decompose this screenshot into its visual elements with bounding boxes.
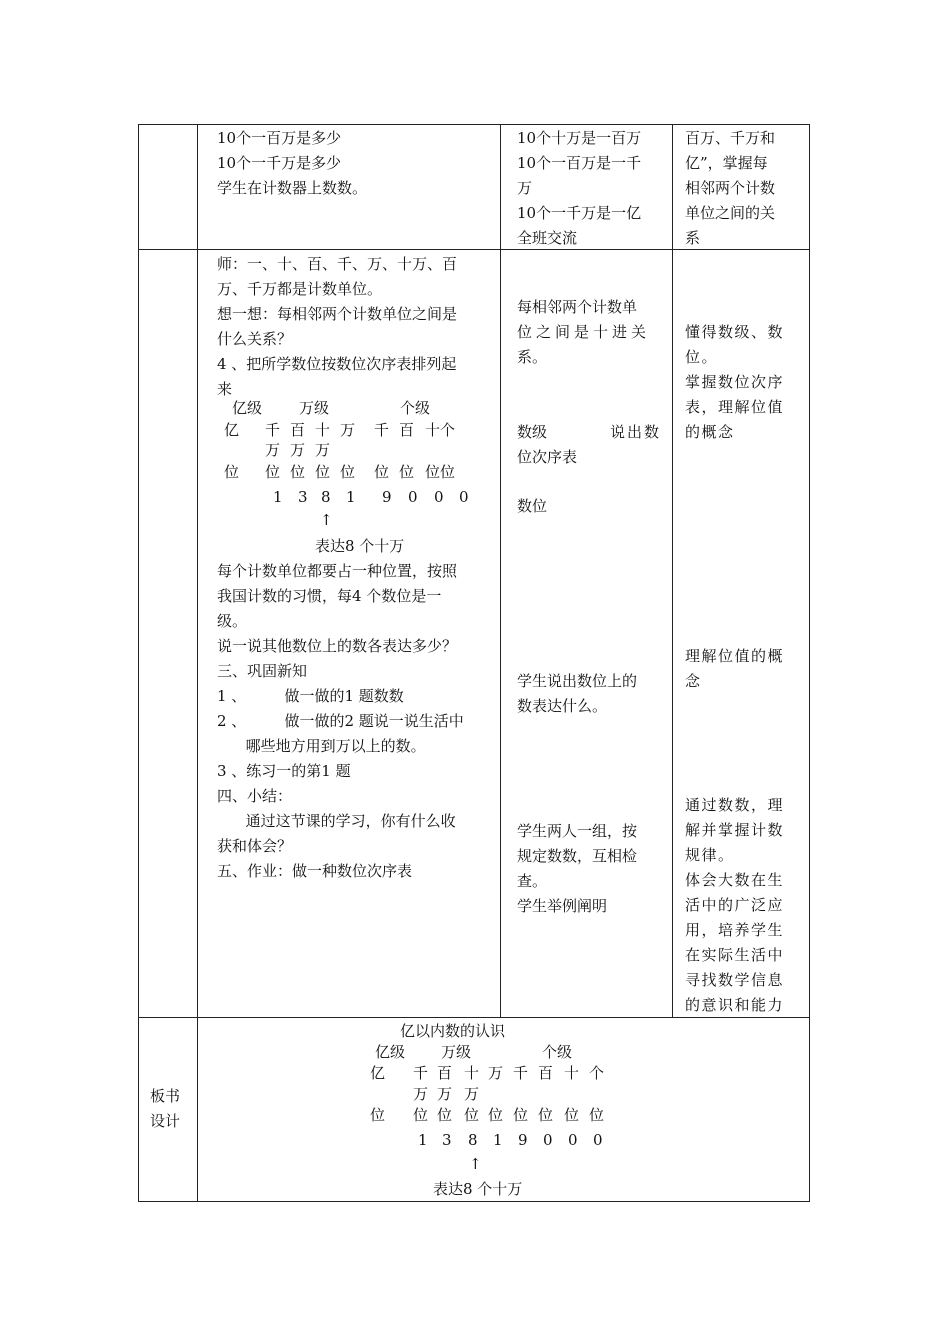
unit-label: 千 bbox=[513, 1064, 529, 1082]
column-divider bbox=[197, 124, 198, 1202]
row2-student-activity-c: 数位 bbox=[517, 497, 548, 515]
unit-label: 千 bbox=[265, 421, 281, 439]
unit-label: 位位 bbox=[425, 463, 456, 481]
digit: 8 bbox=[321, 488, 331, 506]
unit-label: 位 bbox=[437, 1106, 453, 1124]
row1-design-intent: 百万、千万和 亿”，掌握每 相邻两个计数 单位之间的关 系 bbox=[685, 129, 776, 247]
unit-label: 百 bbox=[538, 1064, 554, 1082]
digit: 0 bbox=[568, 1131, 578, 1149]
digit: 3 bbox=[298, 488, 308, 506]
row1-teaching-text: 10个一百万是多少 10个一千万是多少 学生在计数器上数数。 bbox=[217, 129, 368, 197]
unit-label: 千 bbox=[374, 421, 390, 439]
level-label: 万级 bbox=[299, 399, 330, 417]
unit-label: 位 bbox=[374, 463, 390, 481]
unit-label: 十个 bbox=[425, 421, 456, 439]
unit-label: 位 bbox=[224, 463, 240, 481]
unit-label: 万 bbox=[265, 441, 281, 459]
column-divider bbox=[500, 124, 501, 1017]
unit-label: 百 bbox=[399, 421, 415, 439]
unit-label: 位 bbox=[513, 1106, 529, 1124]
row2-teaching-text-bottom: 每个计数单位都要占一种位置，按照 我国计数的习惯，每4 个数位是一 级。 说一说其他数位上的数各表达多少？ 三、巩固新知 1 、 做一做的1 题数数 2 、 做一做的2 题说一说生活中 哪些地方用到万以上的数。 3 、练习一的第1 题 四、小结： 通过这节课的学习，你有什么收 获和体会？ 五、作业：做一种数位次序表 bbox=[217, 562, 464, 880]
unit-label: 万 bbox=[340, 421, 356, 439]
unit-label: 位 bbox=[538, 1106, 554, 1124]
unit-label: 亿 bbox=[370, 1064, 386, 1082]
unit-label: 百 bbox=[437, 1064, 453, 1082]
unit-label: 十 bbox=[464, 1064, 480, 1082]
level-label: 亿级 bbox=[375, 1043, 406, 1061]
unit-label: 位 bbox=[488, 1106, 504, 1124]
unit-label: 万 bbox=[488, 1064, 504, 1082]
unit-label: 百 bbox=[290, 421, 306, 439]
digit: 0 bbox=[408, 488, 418, 506]
unit-label: 位 bbox=[370, 1106, 386, 1124]
unit-label: 位 bbox=[413, 1106, 429, 1124]
arrow-up-icon: ↑ bbox=[320, 511, 333, 529]
row2-design-intent-a: 懂得数级、数 位。 掌握数位次序 表，理解位值 的概念 bbox=[685, 323, 785, 441]
unit-label: 位 bbox=[290, 463, 306, 481]
arrow-caption: 表达8 个十万 bbox=[315, 537, 405, 555]
level-label: 亿级 bbox=[232, 399, 263, 417]
digit: 0 bbox=[543, 1131, 553, 1149]
level-label: 个级 bbox=[400, 399, 431, 417]
row1-student-activity: 10个十万是一百万 10个一百万是一千 万 10个一千万是一亿 全班交流 bbox=[517, 129, 642, 247]
unit-label: 万 bbox=[315, 441, 331, 459]
unit-label: 个 bbox=[589, 1064, 605, 1082]
unit-label: 亿 bbox=[224, 421, 240, 439]
digit: 9 bbox=[382, 488, 392, 506]
unit-label: 万 bbox=[413, 1085, 429, 1103]
unit-label: 位 bbox=[265, 463, 281, 481]
unit-label: 位 bbox=[399, 463, 415, 481]
digit: 1 bbox=[346, 488, 356, 506]
unit-label: 千 bbox=[413, 1064, 429, 1082]
unit-label: 位 bbox=[589, 1106, 605, 1124]
row2-design-intent-c: 通过数数，理 解并掌握计数 规律。 体会大数在生 活中的广泛应 用，培养学生 在实际生活中 寻找数学信息 的意识和能力 bbox=[685, 796, 785, 1014]
row2-student-activity-a: 每相邻两个计数单 位之间是十进关 系。 bbox=[517, 298, 651, 366]
digit: 8 bbox=[468, 1131, 478, 1149]
row2-teaching-text-top: 师：一、十、百、千、万、十万、百 万、千万都是计数单位。 想一想：每相邻两个计数单位之间是 什么关系？ 4 、把所学数位按数位次序表排列起 来 bbox=[217, 255, 458, 398]
unit-label: 位 bbox=[340, 463, 356, 481]
unit-label: 位 bbox=[315, 463, 331, 481]
row2-student-activity-d: 学生说出数位上的 数表达什么。 bbox=[517, 672, 638, 715]
arrow-up-icon: ↑ bbox=[469, 1155, 482, 1173]
unit-label: 万 bbox=[290, 441, 306, 459]
digit: 0 bbox=[459, 488, 469, 506]
unit-label: 十 bbox=[315, 421, 331, 439]
digit: 3 bbox=[442, 1131, 452, 1149]
digit: 1 bbox=[418, 1131, 428, 1149]
document-page: 10个一百万是多少 10个一千万是多少 学生在计数器上数数。 10个十万是一百万 10个一百万是一千 万 10个一千万是一亿 全班交流 百万、千万和 亿”，掌握每 相邻两个计数 单位之间的关 系 师：一、十、百、千、万、十万、百 万、千万都是计数单位。 想一想：每相邻两个计数单位之间是 什么关系？ 4 、把所学数位按数位次序表排列起 来 亿级 万级 个级 亿 千 百 十 万 千 百 十个 万 万 万 位 位 位 位 位 位 位 位位 1 3 8 1 9 0 0 0 ↑ 表达8 个十万 每个计数单位都要占一种位置，按照 我国计数的习惯，每4 个数位是一 级。 说一说其他数位上的数各表达多少？ 三、巩固新知 1 、 做一做的1 题数数 2 、 做一做的2 题说一说生活中 哪些地方用到万以上的数。 3 、练习一的第1 题 四、小结： 通过这节课的学习，你有什么收 获和体会？ 五、作业：做一种数位次序表 每相邻两个计数单 位之间是十进关 系。 数级 说出数 位次序表 数位 学生说出数位上的 数表达什么。 学生两人一组，按 规定数数，互相检 查。 学生举例阐明 懂得数级、数 位。 掌握数位次序 表，理解位值 的概念 理解位值的概 念 通过数数，理 解并掌握计数 规律。 体会大数在生 活中的广泛应 用，培养学生 在实际生活中 寻找数学信息 的意识和能力 板书 设计 亿以内数的认识 亿级 万级 个级 亿 千 百 十 万 千 百 十 个 万 万 万 位 位 位 位 位 位 位 位 位 1 3 8 1 9 0 0 0 ↑ 表达8 个十万 bbox=[0, 0, 950, 1344]
unit-label: 十 bbox=[564, 1064, 580, 1082]
digit: 0 bbox=[593, 1131, 603, 1149]
unit-label: 万 bbox=[464, 1085, 480, 1103]
level-label: 个级 bbox=[542, 1043, 573, 1061]
level-label: 万级 bbox=[441, 1043, 472, 1061]
board-design-label: 板书 设计 bbox=[150, 1087, 181, 1130]
digit: 9 bbox=[518, 1131, 528, 1149]
unit-label: 位 bbox=[564, 1106, 580, 1124]
unit-label: 位 bbox=[464, 1106, 480, 1124]
row2-student-activity-e: 学生两人一组，按 规定数数，互相检 查。 学生举例阐明 bbox=[517, 822, 638, 915]
digit: 1 bbox=[493, 1131, 503, 1149]
unit-label: 万 bbox=[437, 1085, 453, 1103]
arrow-caption: 表达8 个十万 bbox=[433, 1180, 523, 1198]
board-title: 亿以内数的认识 bbox=[400, 1022, 506, 1040]
row2-design-intent-b: 理解位值的概 念 bbox=[685, 647, 785, 690]
column-divider bbox=[672, 124, 673, 1017]
digit: 0 bbox=[434, 488, 444, 506]
digit: 1 bbox=[273, 488, 283, 506]
